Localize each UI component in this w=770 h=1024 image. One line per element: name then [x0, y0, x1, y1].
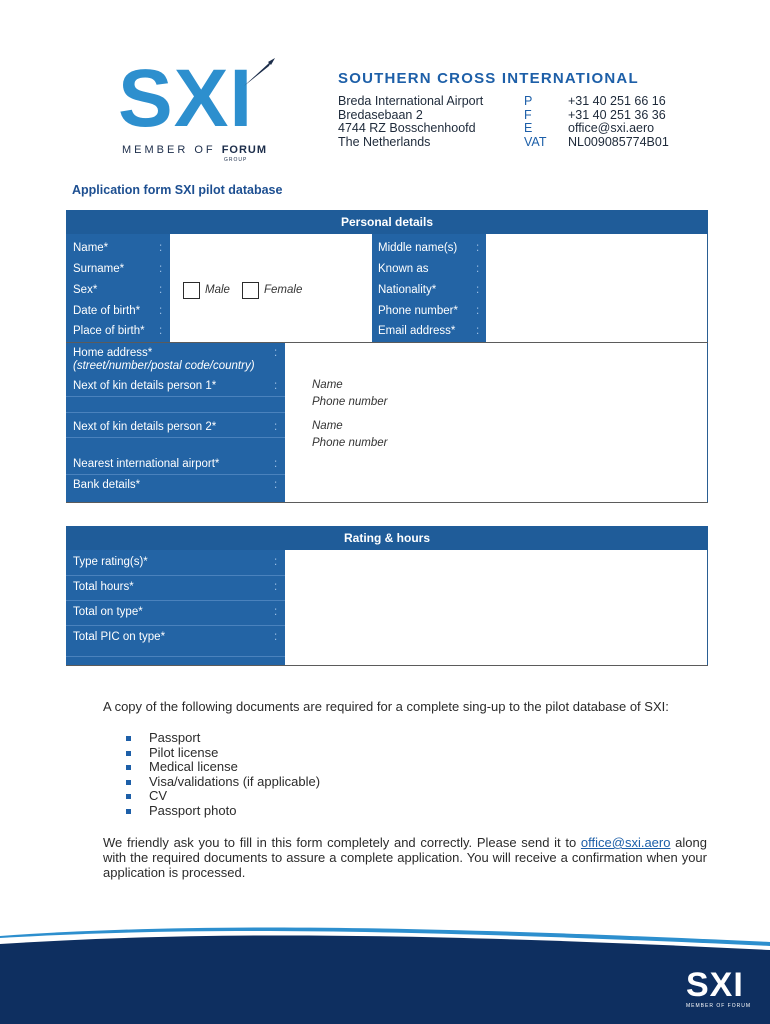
female-option-label: Female	[264, 284, 303, 296]
kin2-label: Next of kin details person 2*	[73, 421, 217, 433]
row-separator	[66, 412, 285, 413]
colon: :	[159, 263, 163, 275]
kin2-name-field[interactable]: Name	[312, 420, 343, 432]
home-address-hint: (street/number/postal code/country)	[73, 360, 255, 372]
female-checkbox[interactable]	[242, 282, 259, 299]
total-on-type-label: Total on type*	[73, 606, 143, 618]
row-separator	[66, 474, 285, 475]
home-address-label: Home address*	[73, 347, 153, 359]
bullet-icon	[126, 809, 131, 814]
row-separator	[66, 656, 285, 657]
company-address	[338, 95, 483, 149]
total-pic-label: Total PIC on type*	[73, 631, 166, 643]
contact-key: P	[524, 94, 533, 108]
form-title: Application form SXI pilot database	[72, 183, 283, 197]
address-line: Bredasebaan 2	[338, 107, 423, 122]
address-input-area[interactable]	[286, 343, 708, 502]
email-value[interactable]: office@sxi.aero	[568, 121, 655, 136]
middle-name-label: Middle name(s)	[378, 242, 458, 254]
colon: :	[476, 284, 480, 296]
footer-wave	[0, 920, 770, 1024]
company-name: SOUTHERN CROSS INTERNATIONAL	[338, 70, 639, 87]
colon: :	[159, 242, 163, 254]
colon: :	[159, 284, 163, 296]
nearest-airport-label: Nearest international airport*	[73, 458, 220, 470]
type-rating-label: Type rating(s)*	[73, 556, 148, 568]
colon: :	[274, 380, 278, 392]
known-as-label: Known as	[378, 263, 429, 275]
email-link[interactable]: office@sxi.aero	[580, 835, 671, 850]
contact-values	[568, 95, 669, 149]
colon: :	[274, 421, 278, 433]
address-line: The Netherlands	[338, 134, 431, 149]
list-item: Pilot license	[126, 746, 320, 761]
list-item: Medical license	[126, 760, 320, 775]
personal-right-input-area[interactable]	[487, 234, 707, 342]
colon: :	[159, 325, 163, 337]
male-option-label: Male	[205, 284, 230, 296]
vat-value: NL009085774B01	[568, 134, 669, 149]
row-separator	[66, 437, 285, 438]
rating-hours-header: Rating & hours	[66, 526, 708, 550]
kin2-phone-field[interactable]: Phone number	[312, 437, 388, 449]
colon: :	[274, 631, 278, 643]
bullet-icon	[126, 794, 131, 799]
colon: :	[274, 581, 278, 593]
documents-list	[126, 731, 320, 819]
address-line: 4744 RZ Bosschenhoofd	[338, 121, 476, 136]
colon: :	[274, 479, 278, 491]
list-item: CV	[126, 789, 320, 804]
kin1-name-field[interactable]: Name	[312, 379, 343, 391]
box-border-right	[707, 343, 708, 502]
row-separator	[66, 625, 285, 626]
sex-label: Sex*	[73, 284, 98, 296]
personal-details-header: Personal details	[66, 210, 708, 234]
kin1-label: Next of kin details person 1*	[73, 380, 217, 392]
logo-letters: SXI	[118, 53, 254, 144]
colon: :	[476, 325, 480, 337]
colon: :	[274, 458, 278, 470]
colon: :	[476, 242, 480, 254]
bullet-icon	[126, 780, 131, 785]
row-separator	[66, 396, 285, 397]
kin1-phone-field[interactable]: Phone number	[312, 396, 388, 408]
divider	[66, 502, 708, 503]
contact-key: E	[524, 121, 533, 136]
name-label: Name*	[73, 242, 109, 254]
list-item: Passport photo	[126, 804, 320, 819]
colon: :	[159, 305, 163, 317]
male-checkbox[interactable]	[183, 282, 200, 299]
box-border-right	[707, 550, 708, 665]
closing-paragraph: We friendly ask you to fill in this form completely and correctly. Please send it to office@sxi.aero along with the required documents to assure a complete application. You will receive a confirmation when your application is processed.	[103, 835, 707, 880]
row-separator	[66, 575, 285, 576]
bullet-icon	[126, 751, 131, 756]
bullet-icon	[126, 765, 131, 770]
colon: :	[274, 556, 278, 568]
address-line: Breda International Airport	[338, 94, 484, 108]
colon: :	[476, 305, 480, 317]
footer-logo-member: MEMBER OF FORUM	[686, 1003, 751, 1009]
plane-icon	[242, 58, 276, 88]
footer-logo-letters: SXI	[686, 966, 744, 1004]
documents-intro: A copy of the following documents are required for a complete sing-up to the pilot database of SXI:	[103, 699, 669, 714]
contact-key: VAT	[524, 134, 547, 149]
nationality-label: Nationality*	[378, 284, 437, 296]
colon: :	[274, 606, 278, 618]
logo-member-text: MEMBER OF FORUM	[122, 144, 268, 156]
rating-input-area[interactable]	[286, 550, 708, 665]
bullet-icon	[126, 736, 131, 741]
contact-key: F	[524, 107, 532, 122]
colon: :	[274, 347, 278, 359]
list-item: Passport	[126, 731, 320, 746]
phone-value: +31 40 251 66 16	[568, 94, 666, 108]
list-item: Visa/validations (if applicable)	[126, 775, 320, 790]
colon: :	[476, 263, 480, 275]
email-address-label: Email address*	[378, 325, 456, 337]
fax-value: +31 40 251 36 36	[568, 107, 666, 122]
place-of-birth-label: Place of birth*	[73, 325, 145, 337]
bank-details-label: Bank details*	[73, 479, 141, 491]
divider	[66, 665, 708, 666]
contact-keys	[524, 95, 546, 149]
sxi-logo	[118, 53, 280, 166]
total-hours-label: Total hours*	[73, 581, 134, 593]
footer-logo	[686, 968, 751, 1009]
date-of-birth-label: Date of birth*	[73, 305, 141, 317]
phone-number-label: Phone number*	[378, 305, 458, 317]
surname-label: Surname*	[73, 263, 125, 275]
row-separator	[66, 600, 285, 601]
logo-group-text: GROUP	[224, 157, 248, 163]
